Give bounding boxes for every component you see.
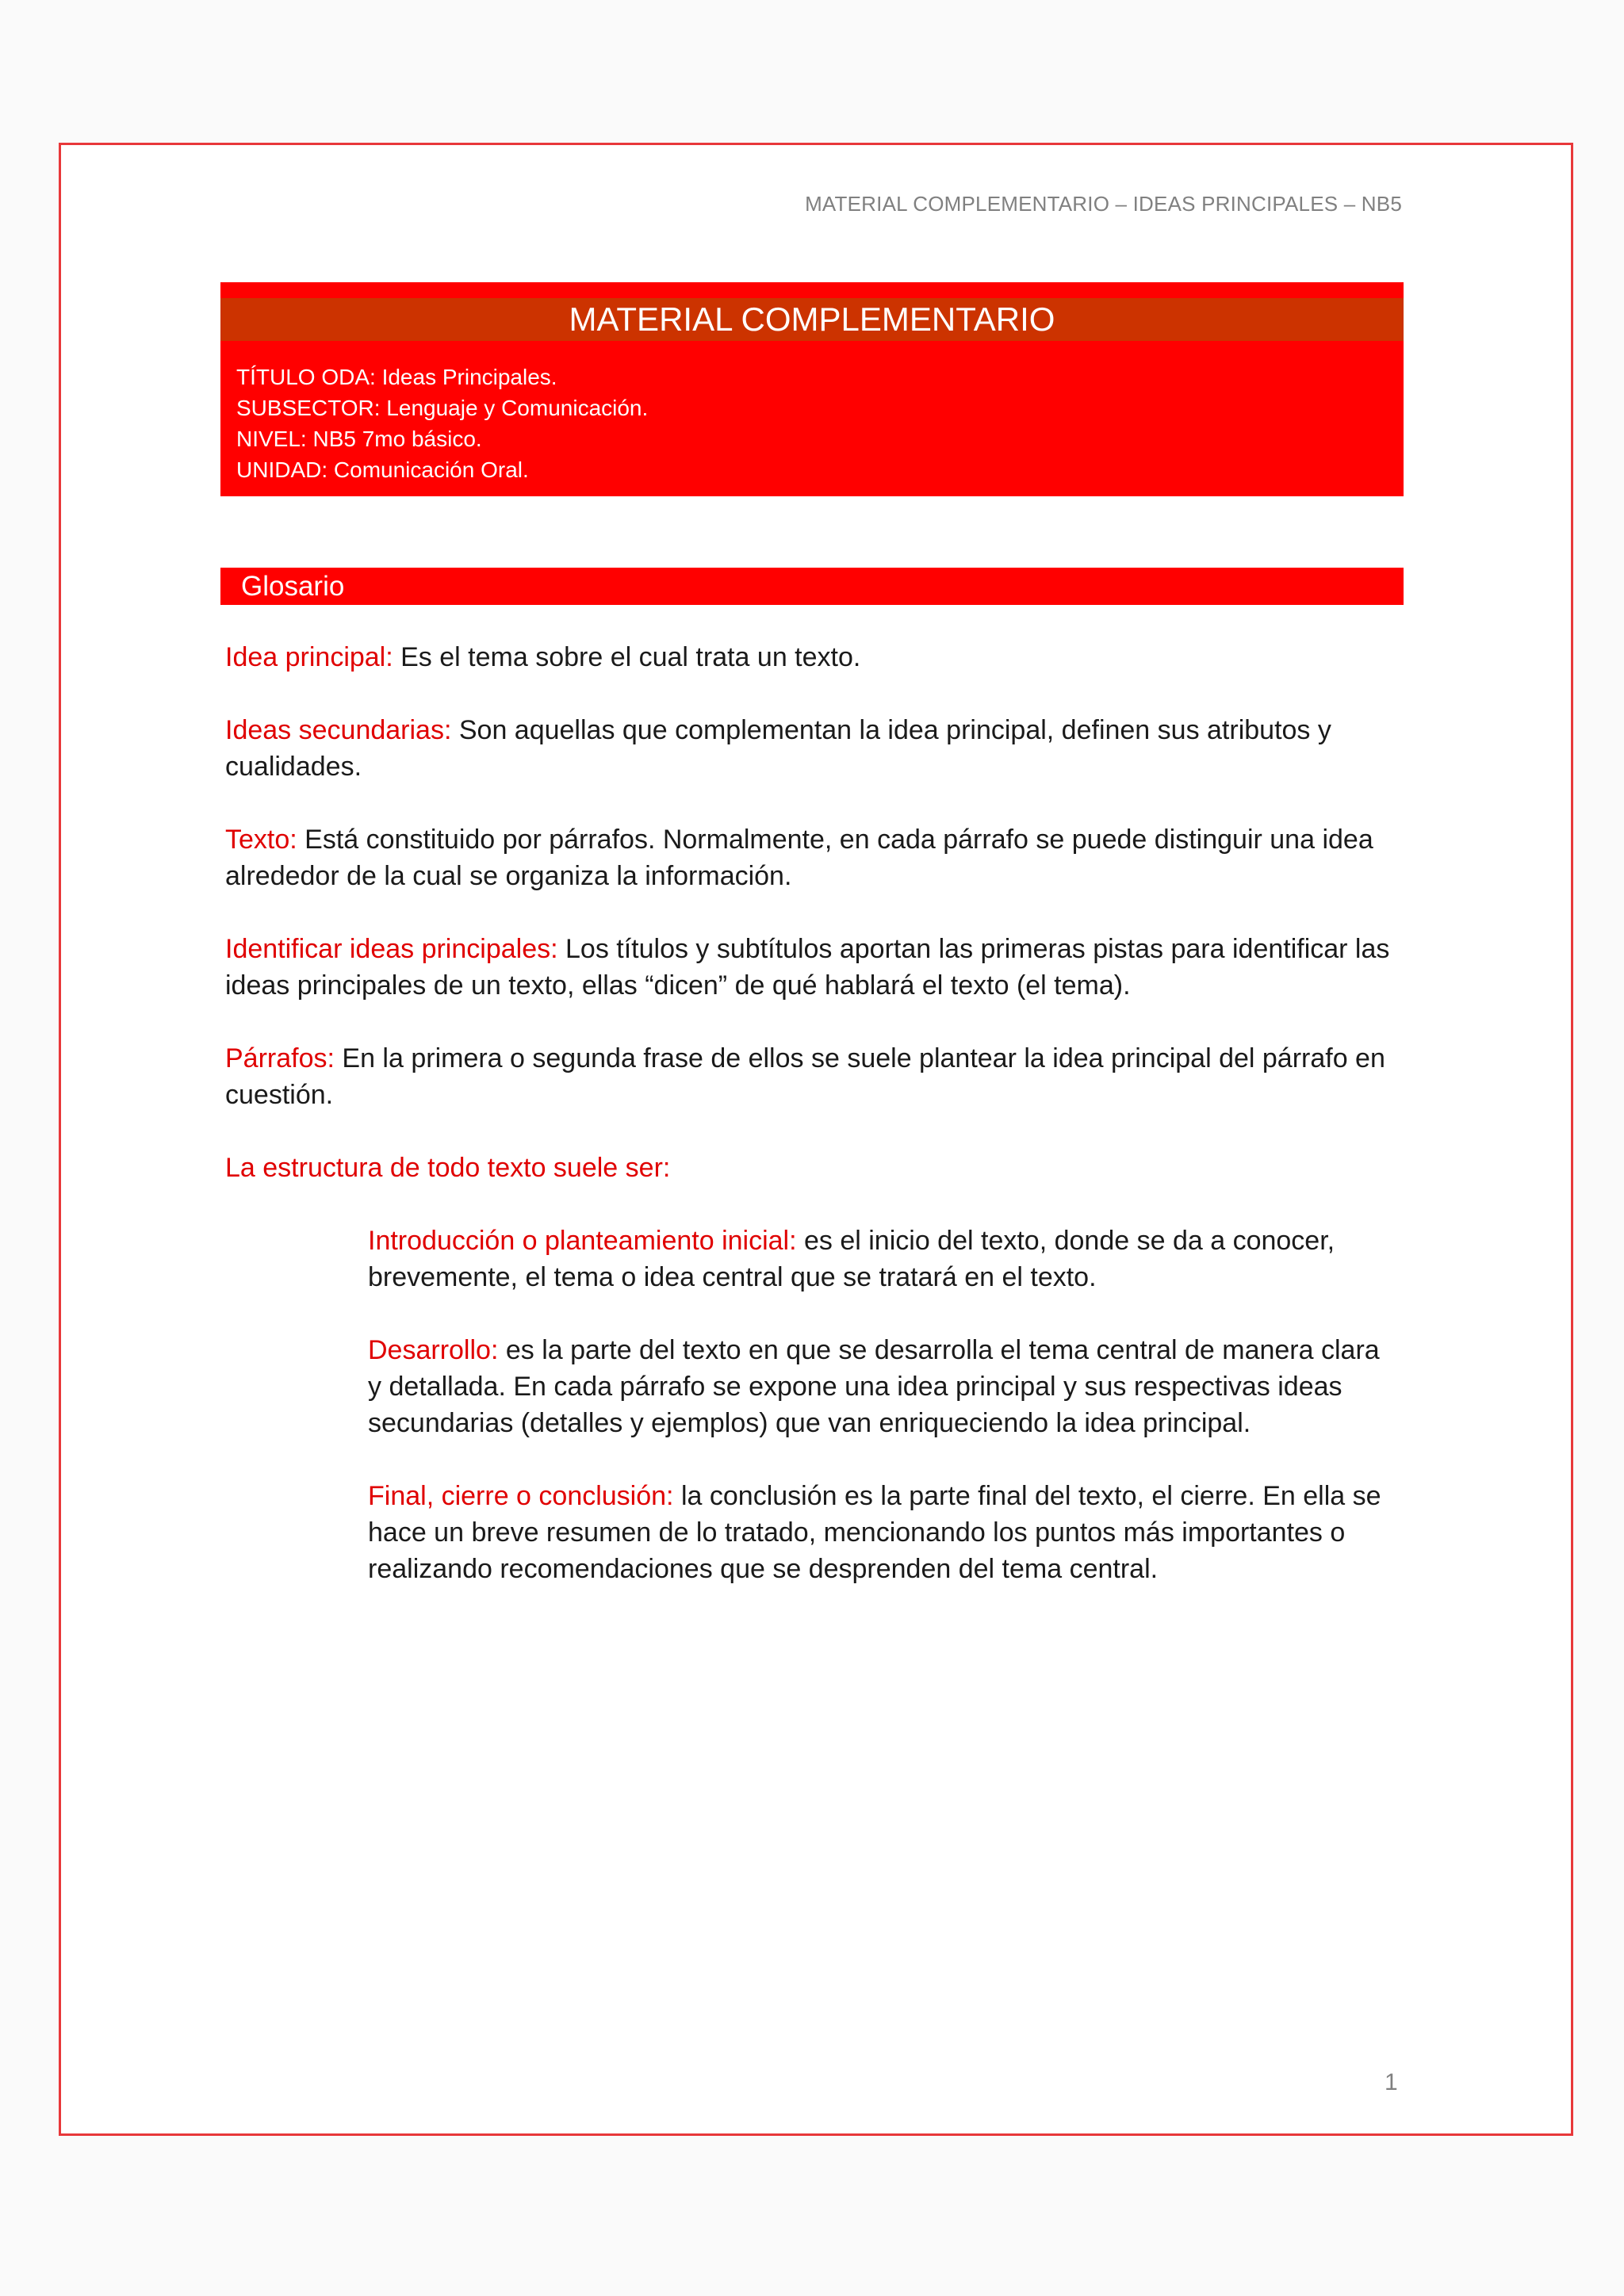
structure-item-introduccion bbox=[368, 1223, 1399, 1295]
glossary-definition: Es el tema sobre el cual trata un texto. bbox=[393, 642, 861, 672]
glossary-term: Identificar ideas principales: bbox=[225, 934, 558, 964]
glossary-term: Texto: bbox=[225, 825, 297, 855]
structure-definition: es la parte del texto en que se desarrolla el tema central de manera clara y detallada. En cada párrafo se expone una idea principal y sus respectivas ideas secundarias (detalles y ejemplos) que van enriqueciendo la idea principal. bbox=[368, 1335, 1380, 1438]
info-box-lines bbox=[236, 362, 648, 485]
glossary-content bbox=[225, 639, 1399, 1624]
structure-term: Final, cierre o conclusión: bbox=[368, 1481, 674, 1511]
structure-list bbox=[368, 1223, 1399, 1587]
glossary-term: Párrafos: bbox=[225, 1043, 335, 1073]
structure-definition: la conclusión es la parte final del texto, el cierre. En ella se hace un breve resumen de lo tratado, mencionando los puntos más importantes o realizando recomendaciones que se desprenden del tema central. bbox=[368, 1481, 1381, 1584]
glossary-definition: Está constituido por párrafos. Normalmente, en cada párrafo se puede distinguir una idea alrededor de la cual se organiza la información. bbox=[225, 825, 1373, 891]
info-line-nivel: NIVEL: NB5 7mo básico. bbox=[236, 427, 482, 451]
info-line-subsector: SUBSECTOR: Lenguaje y Comunicación. bbox=[236, 396, 649, 420]
structure-item-final bbox=[368, 1478, 1399, 1587]
info-line-unidad: UNIDAD: Comunicación Oral. bbox=[236, 457, 529, 482]
glossary-heading: Glosario bbox=[220, 568, 1404, 605]
structure-term: Introducción o planteamiento inicial: bbox=[368, 1226, 797, 1256]
glossary-entry-parrafos bbox=[225, 1040, 1399, 1113]
structure-item-desarrollo bbox=[368, 1332, 1399, 1441]
glossary-term: Idea principal: bbox=[225, 642, 393, 672]
structure-definition: es el inicio del texto, donde se da a conocer, brevemente, el tema o idea central que se tratará en el texto. bbox=[368, 1226, 1335, 1292]
glossary-entry-identificar bbox=[225, 931, 1399, 1004]
running-header: MATERIAL COMPLEMENTARIO – IDEAS PRINCIPALES – NB5 bbox=[805, 192, 1402, 216]
glossary-definition: Son aquellas que complementan la idea principal, definen sus atributos y cualidades. bbox=[225, 715, 1331, 782]
page-number: 1 bbox=[1385, 2069, 1398, 2095]
glossary-entry-texto bbox=[225, 821, 1399, 894]
glossary-definition: En la primera o segunda frase de ellos se suele plantear la idea principal del párrafo en cuestión. bbox=[225, 1043, 1385, 1110]
structure-term: Desarrollo: bbox=[368, 1335, 499, 1365]
info-box-title: MATERIAL COMPLEMENTARIO bbox=[220, 298, 1404, 341]
glossary-definition: Los títulos y subtítulos aportan las primeras pistas para identificar las ideas principales de un texto, ellas “dicen” de qué hablará el texto (el tema). bbox=[225, 934, 1390, 1001]
structure-heading: La estructura de todo texto suele ser: bbox=[225, 1153, 671, 1183]
glossary-entry-idea-principal bbox=[225, 639, 1399, 675]
info-box bbox=[220, 282, 1404, 496]
info-line-titulo: TÍTULO ODA: Ideas Principales. bbox=[236, 365, 557, 389]
glossary-term: Ideas secundarias: bbox=[225, 715, 452, 745]
glossary-entry-ideas-secundarias bbox=[225, 712, 1399, 785]
